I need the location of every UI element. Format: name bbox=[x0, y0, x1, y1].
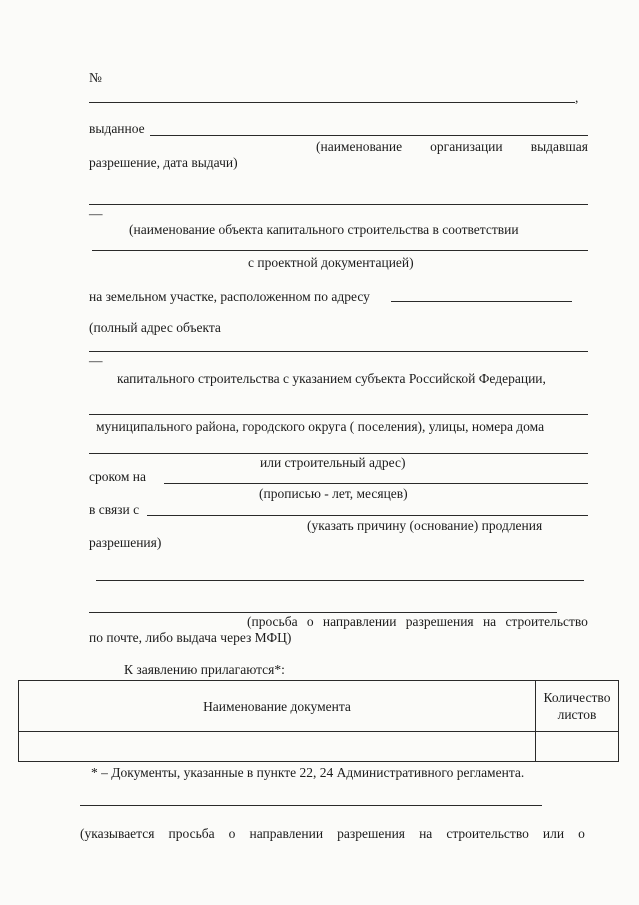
object-field-line[interactable] bbox=[89, 204, 588, 205]
bottom-field-line[interactable] bbox=[80, 805, 542, 806]
col-count-header bbox=[536, 681, 619, 732]
col-name-header: Наименование документа bbox=[19, 681, 536, 732]
bottom-hint: (указывается просьба о направлении разрешения на строительство или о bbox=[80, 826, 585, 841]
term-label: сроком на bbox=[89, 469, 146, 484]
land-hint-4: или строительный адрес) bbox=[260, 455, 406, 470]
term-hint: (прописью - лет, месяцев) bbox=[259, 486, 408, 501]
issued-label: выданное bbox=[89, 121, 145, 136]
doc-name-cell[interactable] bbox=[19, 732, 536, 762]
reason-hint-2: разрешения) bbox=[89, 535, 162, 550]
delivery-hint: (просьба о направлении разрешения на строительство bbox=[247, 614, 588, 629]
delivery-field-line[interactable] bbox=[89, 612, 557, 613]
address-field-line-4[interactable] bbox=[89, 453, 588, 454]
footnote: * – Документы, указанные в пункте 22, 24 Административного регламента. bbox=[91, 765, 525, 780]
land-hint-3: муниципального района, городского округа ( поселения), улицы, номера дома bbox=[96, 419, 545, 434]
land-hint-2: капитального строительства с указанием субъекта Российской Федерации, bbox=[117, 371, 546, 386]
reason-field-line-2[interactable] bbox=[96, 580, 584, 581]
table-row bbox=[19, 732, 619, 762]
issued-field-line[interactable] bbox=[150, 135, 588, 136]
col-count-line-1: Количество bbox=[543, 690, 611, 705]
attachments-heading: К заявлению прилагаются*: bbox=[124, 662, 285, 677]
land-hint-1: (полный адрес объекта bbox=[89, 320, 221, 335]
reason-label: в связи с bbox=[89, 502, 140, 517]
address-field-line-3[interactable] bbox=[89, 414, 588, 415]
dash-mark-2: — bbox=[89, 353, 103, 368]
object-hint-2: с проектной документацией) bbox=[248, 255, 414, 270]
land-label: на земельном участке, расположенном по адресу bbox=[89, 289, 370, 304]
col-count-line-2: листов bbox=[557, 707, 597, 722]
number-label: № bbox=[89, 70, 102, 85]
comma: , bbox=[575, 90, 579, 105]
attachments-table bbox=[18, 680, 619, 762]
delivery-hint-2: по почте, либо выдача через МФЦ) bbox=[89, 630, 292, 645]
object-field-line-2[interactable] bbox=[92, 250, 588, 251]
dash-mark: — bbox=[89, 206, 103, 221]
doc-count-cell[interactable] bbox=[536, 732, 619, 762]
issued-hint-cont: разрешение, дата выдачи) bbox=[89, 155, 238, 170]
reason-hint-1: (указать причину (основание) продления bbox=[307, 518, 543, 533]
address-field-line[interactable] bbox=[391, 301, 572, 302]
number-field-line[interactable] bbox=[89, 102, 575, 103]
table-header-row bbox=[19, 681, 619, 732]
term-field-line[interactable] bbox=[164, 483, 588, 484]
reason-field-line[interactable] bbox=[147, 515, 588, 516]
issued-hint: (наименование организации выдавшая bbox=[316, 139, 588, 154]
object-hint-1: (наименование объекта капитального строительства в соответствии bbox=[129, 222, 519, 237]
address-field-line-2[interactable] bbox=[89, 351, 588, 352]
